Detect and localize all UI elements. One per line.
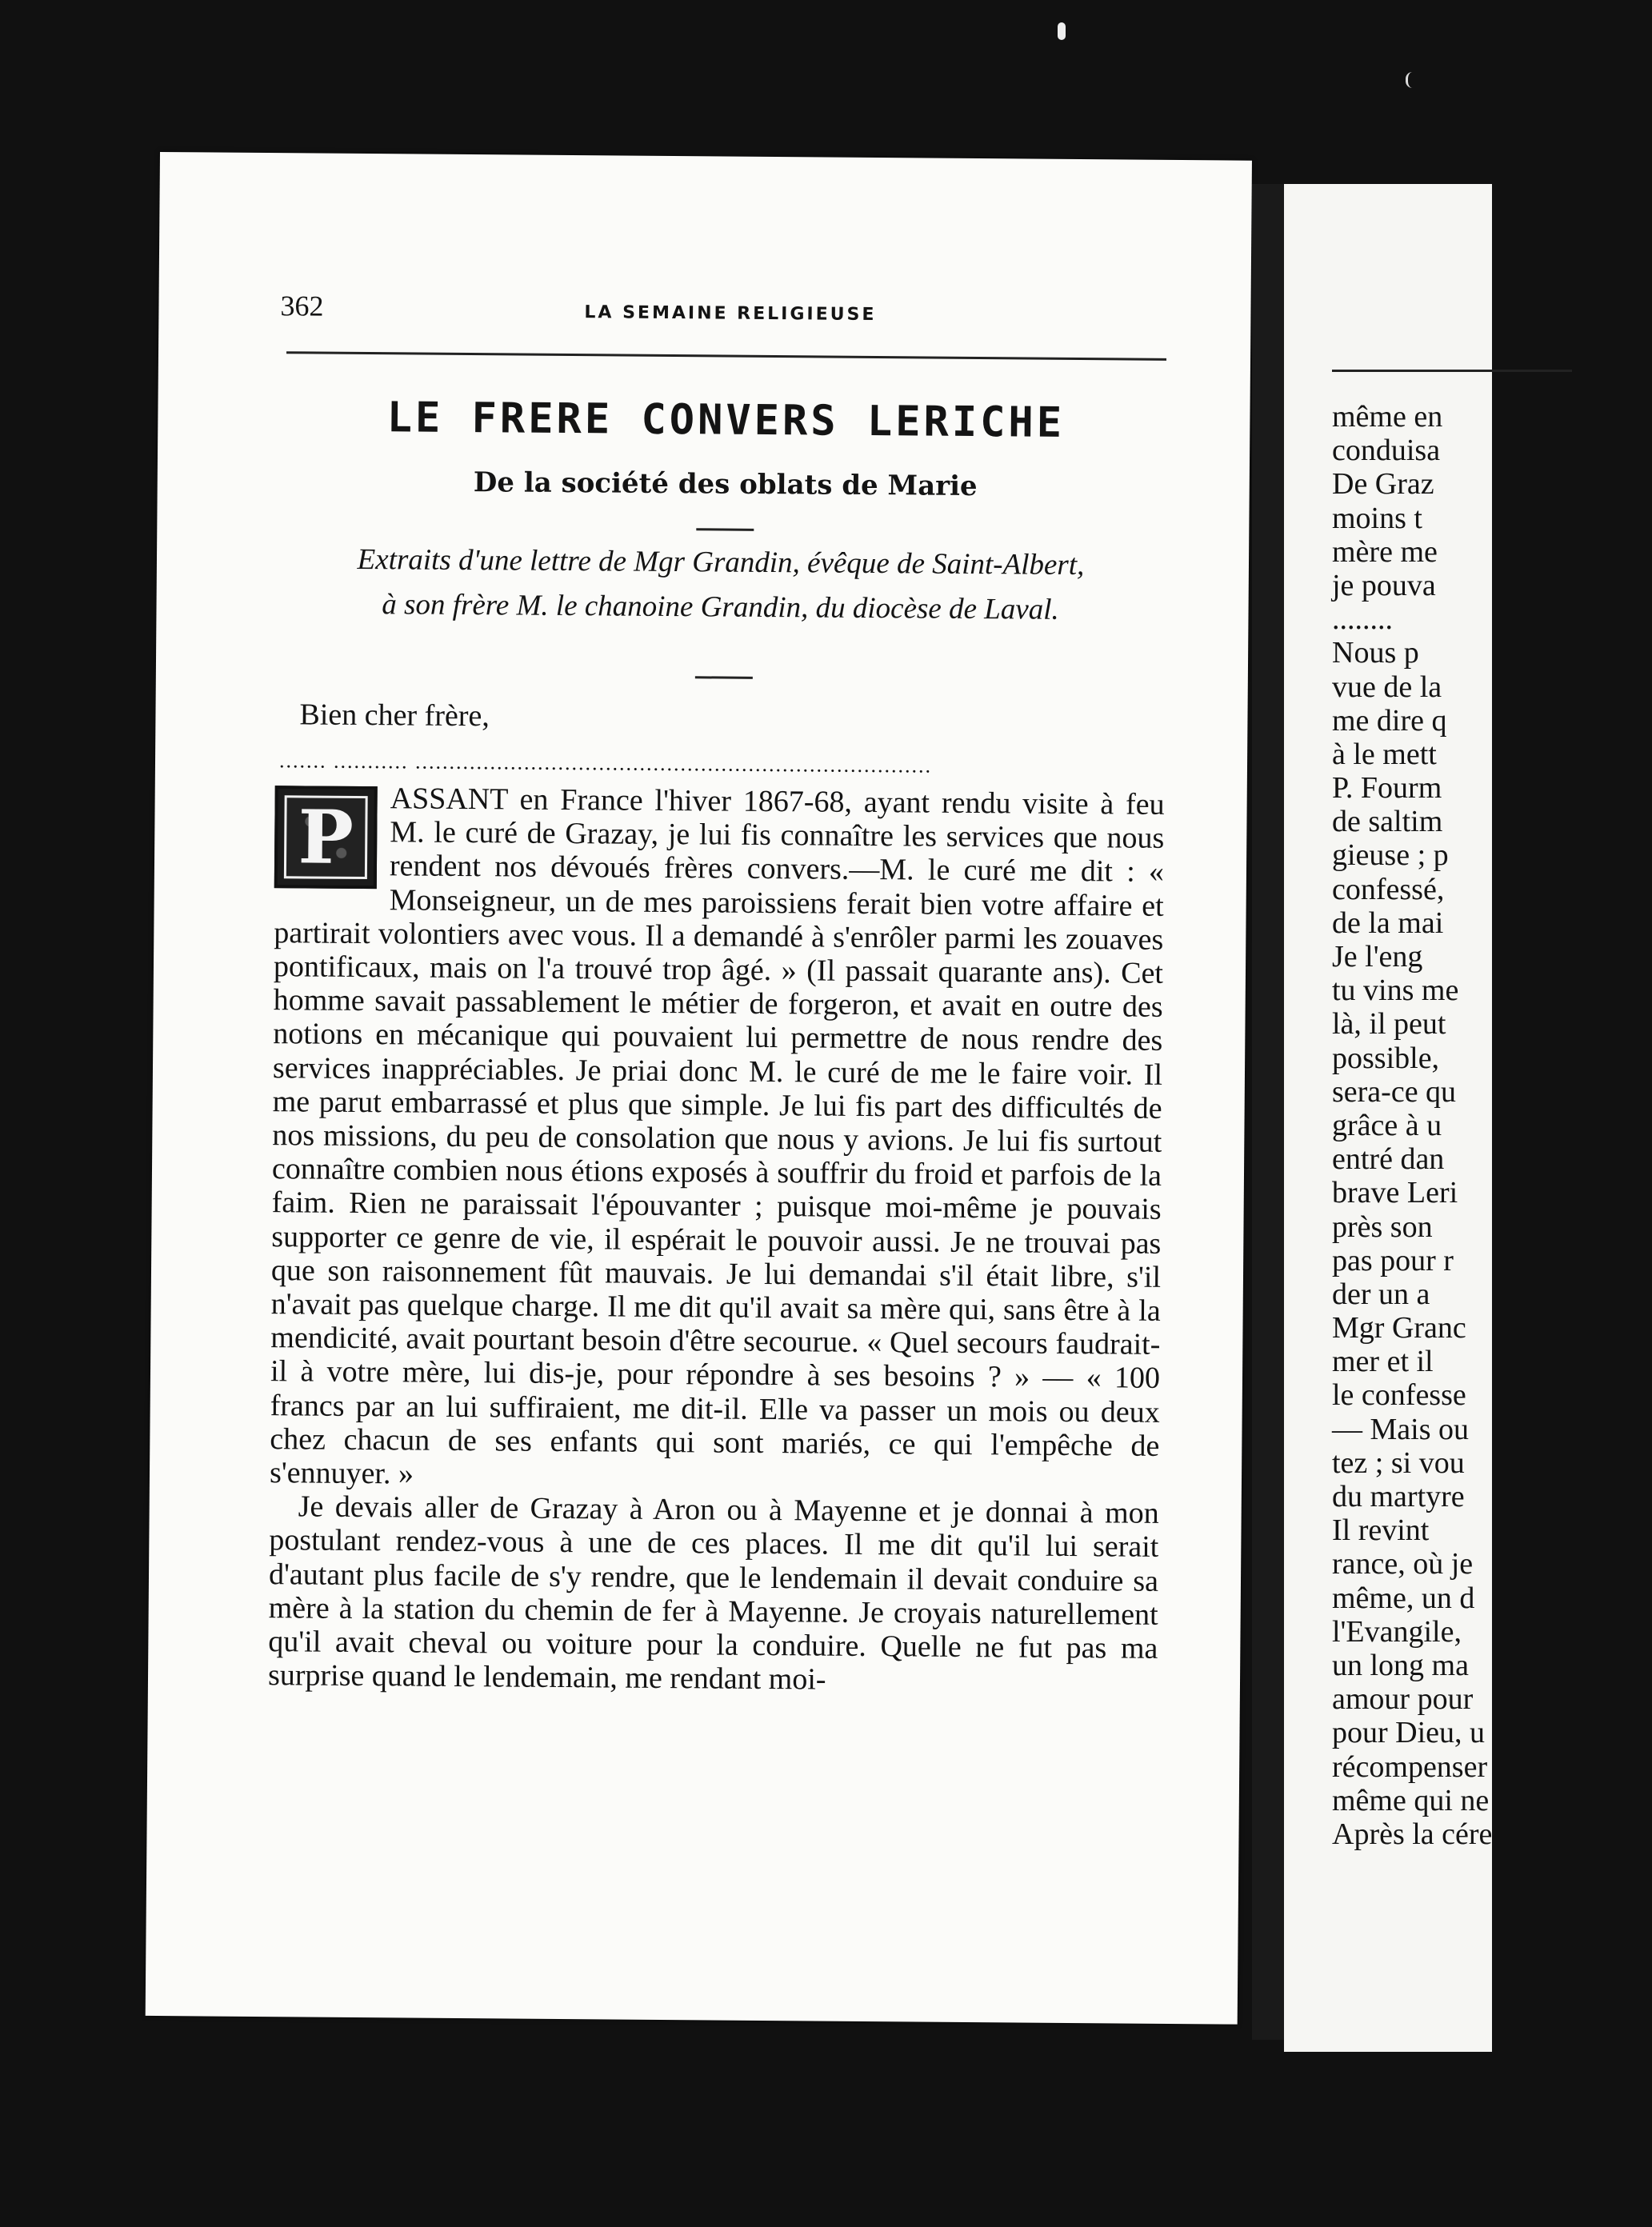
ellipsis-row: ....... ........... ............................................................................ (278, 749, 933, 778)
facing-page-line: sera-ce qu (1332, 1074, 1457, 1109)
article-title: LE FRERE CONVERS LERICHE (386, 394, 1066, 447)
film-speck (1058, 22, 1066, 40)
page-header (280, 289, 1160, 336)
separator-rule (696, 528, 754, 531)
left-page (146, 152, 1252, 2025)
article-subtitle: De la société des oblats de Marie (473, 466, 978, 503)
facing-page-text (1332, 400, 1652, 1851)
facing-page-line: de la mai (1332, 906, 1444, 940)
facing-page (1284, 184, 1492, 2052)
facing-page-line: récompenser (1332, 1749, 1488, 1784)
facing-page-line: pas pour r (1332, 1243, 1454, 1277)
facing-page-line: l'Evangile, (1332, 1614, 1462, 1649)
facing-page-line: tu vins me (1332, 974, 1459, 1008)
facing-page-line: même en (1332, 400, 1443, 434)
drop-cap-ornament (274, 786, 378, 889)
facing-page-line: entré dan (1332, 1142, 1445, 1177)
facing-page-line: Mgr Granc (1332, 1311, 1466, 1345)
running-head: LA SEMAINE RELIGIEUSE (584, 302, 877, 326)
facing-page-line: vue de la (1332, 670, 1442, 704)
facing-page-line: De Graz (1332, 467, 1434, 502)
facing-page-line: me dire q (1332, 703, 1447, 738)
facing-page-line: tez ; si vou (1332, 1445, 1465, 1480)
facing-page-line: moins t (1332, 501, 1422, 535)
facing-page-line: là, il peut (1332, 1007, 1446, 1042)
facing-page-line: der un a (1332, 1277, 1430, 1311)
facing-page-line: à le mett (1332, 737, 1437, 771)
salutation: Bien cher frère, (299, 698, 490, 734)
facing-page-line: rance, où je (1332, 1547, 1474, 1581)
facing-page-line: Après la cére (1332, 1817, 1493, 1851)
facing-page-line: Nous p (1332, 636, 1419, 670)
facing-page-line: possible, (1332, 1041, 1440, 1075)
facing-page-line: près son (1332, 1209, 1433, 1244)
facing-page-line: mer et il (1332, 1345, 1434, 1379)
facing-page-line: confessé, (1332, 872, 1445, 906)
facing-page-line: du martyre (1332, 1480, 1465, 1513)
facing-page-line: Je l'eng (1332, 940, 1423, 974)
facing-page-line: P. Fourm (1332, 771, 1442, 806)
facing-page-line: ........ (1332, 602, 1393, 637)
facing-page-line: pour Dieu, u (1332, 1716, 1486, 1750)
facing-page-line: grâce à u (1332, 1108, 1442, 1142)
facing-page-line: Il revint (1332, 1513, 1430, 1548)
intro-line: Extraits d'une lettre de Mgr Grandin, évêque de Saint-Albert, (357, 542, 1085, 582)
intro-note (276, 537, 1165, 634)
paragraph: ASSANT en France l'hiver 1867-68, ayant rendu visite à feu M. le curé de Grazay, je lui fis connaître les services que nous rendent nos dévoués frères convers.—M. le curé me dit : « Monseigneur, un de mes paroissiens ferait bien votre affaire et partirait volontiers avec vous. Il a demandé à s'enrôler parmi les zouaves pontificaux, mais on l'a trouvé trop âgé. » (Il passait quarante ans). Cet homme savait passablement le métier de forgeron, et avait en outre des notions en mécanique qui pouvaient lui permettre de nous rendre des services inappréciables. Je priai donc M. le curé de me le faire voir. Il me parut embarrassé et plus que simple. Je lui fis part des difficultés de nos missions, du peu de consolation que nous y avions. Je lui fis surtout connaître combien nous étions exposés à souffrir du froid et parfois de la faim. Rien ne paraissait l'épouvanter ; puisque moi-même je pouvais supporter ce genre de vie, il espérait le pouvoir aussi. Je ne trouvai pas que son raisonnement fût mauvais. Je lui demandai s'il était libre, s'il n'avait pas quelque charge. Il me dit qu'il avait sa mère qui, sans être à la mendicité, avait pourtant besoin d'être secourue. « Quel secours faudrait-il à votre mère, lui dis-je, pour répondre à ses besoins ? » — « 100 francs par an lui suffiraient, me dit-il. Elle va passer un mois ou deux chez chacun de ses enfants qui sont mariés, ce qui l'empêche de s'ennuyer. » (269, 782, 1165, 1491)
facing-page-line: un long ma (1332, 1648, 1469, 1682)
facing-page-line: mère me (1332, 534, 1438, 569)
drop-cap-letter: P (298, 794, 354, 881)
facing-page-line: même, un d (1332, 1581, 1475, 1615)
facing-page-line: le confesse (1332, 1378, 1466, 1413)
intro-line: à son frère M. le chanoine Grandin, du diocèse de Laval. (382, 588, 1059, 626)
page-gutter (1252, 184, 1284, 2040)
facing-page-line: conduisa (1332, 434, 1441, 468)
facing-page-line: de saltim (1332, 805, 1443, 839)
article-body (268, 781, 1165, 1699)
separator-rule (695, 676, 753, 679)
page-number: 362 (280, 290, 324, 322)
facing-page-line: gieuse ; p (1332, 838, 1449, 873)
facing-page-line: brave Leri (1332, 1176, 1458, 1210)
facing-page-line: même qui ne (1332, 1783, 1490, 1817)
facing-page-line: — Mais ou (1332, 1412, 1469, 1446)
film-scratch (1406, 72, 1419, 88)
facing-page-line: je pouva (1332, 568, 1436, 602)
header-rule (286, 351, 1166, 361)
header-rule (1332, 370, 1572, 372)
paragraph: Je devais aller de Grazay à Aron ou à Mayenne et je donnai à mon postulant rendez-vous à une de ces places. Il me dit qu'il lui serait d'autant plus facile de s'y rendre, que le lendemain il devait conduire sa mère à la station du chemin de fer à Mayenne. Je croyais naturellement qu'il avait cheval ou voiture pour la conduire. Quelle ne fut pas ma surprise quand le lendemain, me rendant moi- (267, 1489, 1159, 1697)
facing-page-line: amour pour (1332, 1682, 1474, 1717)
